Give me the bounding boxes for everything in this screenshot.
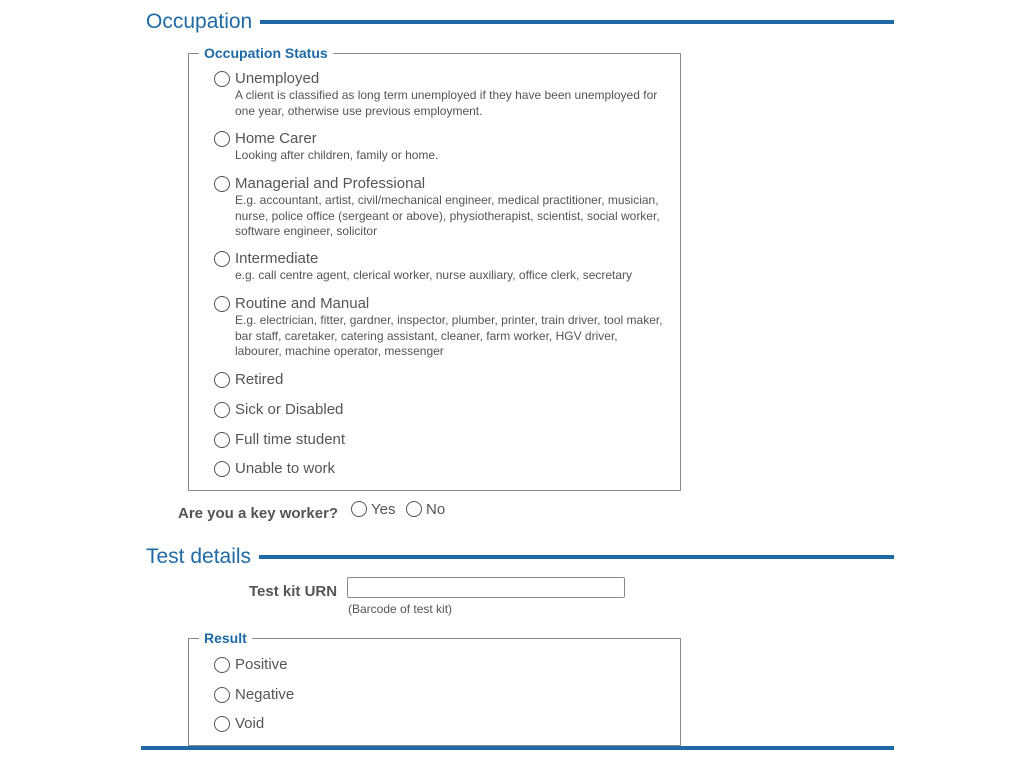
radio-button[interactable] <box>214 176 230 192</box>
radio-button[interactable] <box>214 372 230 388</box>
radio-label[interactable]: Yes <box>371 501 396 518</box>
radio-label[interactable]: Managerial and Professional <box>235 175 426 192</box>
test-kit-urn-label: Test kit URN <box>249 583 338 600</box>
section-divider <box>259 555 894 559</box>
radio-button[interactable] <box>214 296 230 312</box>
radio-button[interactable] <box>214 687 230 703</box>
radio-button[interactable] <box>214 716 230 732</box>
radio-button[interactable] <box>214 432 230 448</box>
radio-option-positive[interactable] <box>214 657 670 675</box>
occupation-status-legend: Occupation Status <box>199 44 333 62</box>
section-divider <box>260 20 894 24</box>
radio-option-managerial-professional[interactable] <box>214 176 670 242</box>
radio-description: E.g. accountant, artist, civil/mechanical engineer, medical practitioner, musician, nurse, police office (sergeant or above), physiotherapist, scientist, social worker, software engineer, solicitor <box>235 193 660 238</box>
test-details-section-header <box>146 542 894 572</box>
radio-option-retired[interactable] <box>214 372 670 390</box>
radio-option-sick-disabled[interactable] <box>214 402 670 420</box>
radio-option-home-carer[interactable] <box>214 131 670 165</box>
test-kit-urn-hint: (Barcode of test kit) <box>348 602 453 616</box>
key-worker-yes-option[interactable] <box>351 500 401 520</box>
radio-description: E.g. electrician, fitter, gardner, inspector, plumber, printer, train driver, tool maker, bar staff, caretaker, catering assistant, cleaner, farm worker, HGV driver, labourer, machine operator, messenger <box>235 313 663 358</box>
radio-option-void[interactable] <box>214 716 670 734</box>
result-legend: Result <box>199 629 252 647</box>
radio-button[interactable] <box>214 402 230 418</box>
radio-option-full-time-student[interactable] <box>214 432 670 450</box>
radio-option-unable-to-work[interactable] <box>214 461 670 479</box>
radio-label[interactable]: Negative <box>235 686 295 703</box>
radio-button[interactable] <box>214 657 230 673</box>
radio-label[interactable]: Sick or Disabled <box>235 401 344 418</box>
radio-button[interactable] <box>214 71 230 87</box>
occupation-status-group <box>188 45 681 491</box>
radio-label[interactable]: Unable to work <box>235 460 336 477</box>
key-worker-no-option[interactable] <box>406 500 456 520</box>
occupation-section-header <box>146 7 894 37</box>
radio-label[interactable]: Unemployed <box>235 70 320 87</box>
radio-label[interactable]: Positive <box>235 656 288 673</box>
key-worker-label: Are you a key worker? <box>178 505 339 522</box>
radio-button[interactable] <box>214 131 230 147</box>
radio-option-negative[interactable] <box>214 687 670 705</box>
radio-label[interactable]: No <box>426 501 446 518</box>
radio-button[interactable] <box>351 501 367 517</box>
test-kit-urn-input[interactable] <box>347 577 625 598</box>
radio-label[interactable]: Retired <box>235 371 284 388</box>
radio-description: A client is classified as long term unemployed if they have been unemployed for one year, otherwise use previous employment. <box>235 88 658 118</box>
radio-option-unemployed[interactable] <box>214 71 670 121</box>
radio-label[interactable]: Void <box>235 715 265 732</box>
radio-label[interactable]: Full time student <box>235 431 346 448</box>
radio-option-intermediate[interactable] <box>214 251 670 285</box>
result-group <box>188 630 681 746</box>
radio-option-routine-manual[interactable] <box>214 296 670 362</box>
radio-label[interactable]: Intermediate <box>235 250 319 267</box>
radio-button[interactable] <box>214 461 230 477</box>
bottom-divider <box>141 746 894 750</box>
radio-button[interactable] <box>214 251 230 267</box>
radio-label[interactable]: Home Carer <box>235 130 317 147</box>
radio-button[interactable] <box>406 501 422 517</box>
test-details-section-title: Test details <box>146 545 252 568</box>
radio-label[interactable]: Routine and Manual <box>235 295 370 312</box>
radio-description: Looking after children, family or home. <box>235 148 439 162</box>
radio-description: e.g. call centre agent, clerical worker, nurse auxiliary, office clerk, secretary <box>235 268 633 282</box>
occupation-section-title: Occupation <box>146 10 253 33</box>
